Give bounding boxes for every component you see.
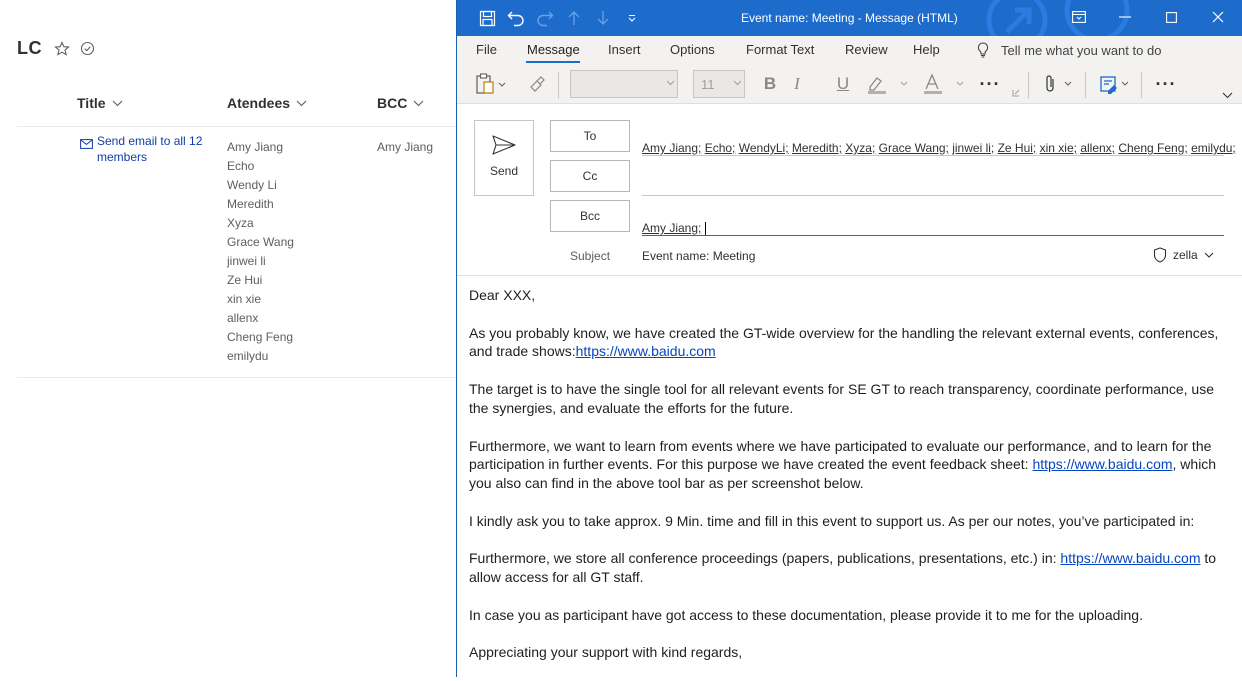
dialog-launcher-icon[interactable] xyxy=(1010,88,1022,98)
to-label: To xyxy=(583,129,597,143)
font-color-button[interactable] xyxy=(920,72,968,96)
attendee-item: jinwei li xyxy=(227,254,266,268)
paperclip-icon xyxy=(1041,74,1075,94)
highlight-button[interactable] xyxy=(864,72,912,96)
clipboard-icon xyxy=(475,73,505,95)
column-header-bcc[interactable] xyxy=(377,95,424,111)
attendee-item: emilydu xyxy=(227,349,269,363)
body-text: Furthermore, we store all conference proceedings (papers, publications, presentations, etc.) in: xyxy=(469,550,1061,567)
sharepoint-list xyxy=(0,0,456,677)
body-text: Furthermore, we want to learn from events where we have participated to evaluate our performance, and to learn for the participation in further events. For this purpose we have created the event feedback sheet: xyxy=(469,437,1212,473)
chevron-down-icon xyxy=(733,80,742,86)
attendee-item: xin xie xyxy=(227,292,262,306)
cc-button[interactable] xyxy=(550,160,630,192)
column-header-attendees-label: Atendees xyxy=(227,95,291,111)
tell-me-search[interactable] xyxy=(977,42,1161,58)
format-painter-icon xyxy=(528,75,546,93)
attendee-item: Amy Jiang xyxy=(227,140,284,154)
recipient-chip[interactable]: Grace Wang; xyxy=(878,141,949,155)
attach-file-button[interactable] xyxy=(1039,72,1077,96)
collapse-ribbon-icon[interactable] xyxy=(1219,88,1235,102)
tab-help[interactable]: Help xyxy=(913,42,940,57)
bold-label: B xyxy=(763,74,777,93)
sensitivity-label: zella xyxy=(1173,248,1198,262)
recipient-chip[interactable]: Amy Jiang; xyxy=(642,141,702,155)
arrow-down-icon[interactable] xyxy=(593,8,613,28)
title-bar xyxy=(457,0,1242,36)
tab-message[interactable]: Message xyxy=(527,42,580,57)
chevron-down-icon xyxy=(666,80,675,86)
send-label: Send xyxy=(489,164,519,178)
sensitivity-label-icon xyxy=(1097,73,1131,95)
recipient-chip[interactable]: Ze Hui; xyxy=(997,141,1037,155)
subject-label: Subject xyxy=(570,249,611,263)
recipient-chip[interactable]: jinwei li; xyxy=(952,141,995,155)
font-color-icon xyxy=(921,74,967,94)
bcc-label: Bcc xyxy=(579,209,600,223)
body-paragraph: I kindly ask you to take approx. 9 Min. time and fill in this event to support us. As per our notes, you’ve participated in: xyxy=(469,512,1195,529)
ribbon-toolbar xyxy=(457,64,1242,104)
ribbon-separator xyxy=(1141,72,1142,98)
recipient-chip[interactable]: Meredith; xyxy=(791,141,842,155)
recipient-chip[interactable]: Xyza; xyxy=(845,141,876,155)
body-paragraph: The target is to have the single tool for all relevant events for SE GT to reach transparency, coordinate performance, use the synergies, and evaluate the efforts for the future. xyxy=(469,381,1214,416)
underline-button[interactable] xyxy=(832,72,854,96)
more-commands-button[interactable] xyxy=(1151,72,1181,96)
send-button[interactable] xyxy=(474,120,534,196)
undo-icon[interactable] xyxy=(506,8,526,28)
chevron-down-icon xyxy=(112,100,123,107)
format-painter-button[interactable] xyxy=(525,72,549,96)
highlighter-icon xyxy=(865,74,911,94)
redo-icon[interactable] xyxy=(535,8,555,28)
italic-button[interactable] xyxy=(786,72,808,96)
tab-file[interactable]: File xyxy=(476,42,497,57)
list-row-title-cell xyxy=(80,133,210,165)
star-icon[interactable] xyxy=(54,41,70,57)
column-headers xyxy=(0,95,456,117)
to-button[interactable] xyxy=(550,120,630,152)
font-size-select[interactable] xyxy=(693,70,745,98)
recipient-chip[interactable]: Amy Jiang; xyxy=(642,221,702,235)
body-text: to allow access for all GT staff. xyxy=(469,550,1217,586)
recipient-chip[interactable]: Echo; xyxy=(704,141,736,155)
chevron-down-icon xyxy=(1204,252,1214,258)
tell-me-label: Tell me what you want to do xyxy=(1001,42,1162,58)
tab-options[interactable]: Options xyxy=(670,42,715,57)
cc-field[interactable] xyxy=(642,156,1224,196)
send-email-link[interactable]: Send email to all 12 members xyxy=(97,134,203,164)
subject-field[interactable]: Event name: Meeting xyxy=(642,249,756,263)
more-commands-label: ··· xyxy=(1155,73,1177,94)
arrow-up-icon[interactable] xyxy=(564,8,584,28)
column-header-attendees[interactable] xyxy=(227,95,307,111)
minimize-icon[interactable] xyxy=(1113,6,1137,28)
tab-format-text[interactable]: Format Text xyxy=(746,42,815,57)
font-name-select[interactable] xyxy=(570,70,678,98)
baidu-link[interactable]: https://www.baidu.com xyxy=(1032,456,1173,473)
cc-label: Cc xyxy=(582,169,598,183)
body-text: As you probably know, we have created the GT-wide overview for the handling the relevant external events, conferences, and trade shows: xyxy=(469,324,1219,360)
column-header-bcc-label: BCC xyxy=(377,95,408,111)
attendee-item: Xyza xyxy=(227,216,254,230)
recipient-chip[interactable]: Cheng Feng; xyxy=(1118,141,1188,155)
list-header xyxy=(17,38,95,59)
body-greeting: Dear XXX, xyxy=(469,287,536,303)
text-caret xyxy=(705,222,706,235)
baidu-link[interactable]: https://www.baidu.com xyxy=(575,343,716,360)
recipient-chip[interactable]: xin xie; xyxy=(1039,141,1077,155)
outlook-message-window xyxy=(456,0,1241,677)
recipient-chip[interactable]: emilydu; xyxy=(1191,141,1236,155)
more-format-label: ··· xyxy=(979,73,1001,94)
maximize-icon[interactable] xyxy=(1159,6,1183,28)
divider xyxy=(17,377,456,378)
to-recipients xyxy=(642,141,1236,155)
sensitivity-button[interactable] xyxy=(1095,72,1133,96)
ribbon-separator xyxy=(558,72,559,98)
ribbon-display-icon[interactable] xyxy=(1067,6,1091,28)
body-paragraph xyxy=(469,549,1224,586)
save-icon[interactable] xyxy=(477,8,497,28)
paste-button[interactable] xyxy=(471,72,509,96)
attendee-item: Meredith xyxy=(227,197,274,211)
ribbon-separator xyxy=(1085,72,1086,98)
font-size-value: 11 xyxy=(701,77,715,92)
baidu-link[interactable]: https://www.baidu.com xyxy=(1060,550,1201,567)
body-text: , which you also can find in the above tool bar as per screenshot below. xyxy=(469,456,1217,491)
recipient-chip[interactable]: allenx; xyxy=(1080,141,1115,155)
customize-toolbar-icon[interactable] xyxy=(622,8,642,28)
more-format-button[interactable] xyxy=(975,72,1005,96)
attendee-item: Echo xyxy=(227,159,255,173)
body-paragraph xyxy=(469,324,1224,361)
attendee-item: Wendy Li xyxy=(227,178,277,192)
column-header-title-label: Title xyxy=(77,95,106,111)
bcc-cell: Amy Jiang xyxy=(377,140,434,154)
close-icon[interactable] xyxy=(1206,6,1230,28)
attendee-item: Cheng Feng xyxy=(227,330,294,344)
active-tab-indicator xyxy=(526,61,580,63)
to-field[interactable] xyxy=(642,116,1236,156)
attendee-item: Ze Hui xyxy=(227,273,263,287)
divider xyxy=(17,126,456,127)
bcc-field[interactable] xyxy=(642,196,1224,236)
italic-label: I xyxy=(794,74,800,93)
follow-check-icon[interactable] xyxy=(80,41,95,56)
message-body[interactable] xyxy=(469,286,1224,681)
underline-label: U xyxy=(836,74,850,93)
sensitivity-selector[interactable] xyxy=(1153,247,1220,263)
chevron-down-icon xyxy=(413,100,424,107)
column-header-title[interactable] xyxy=(77,95,123,111)
body-closing: Appreciating your support with kind regards, xyxy=(469,644,743,661)
body-paragraph: In case you as participant have got access to these documentation, please provide it to me for the uploading. xyxy=(469,606,1143,623)
window-title: Event name: Meeting - Message (HTML) xyxy=(741,11,958,25)
send-icon xyxy=(492,135,516,155)
recipient-chip[interactable]: WendyLi; xyxy=(738,141,789,155)
attendees-cell xyxy=(227,138,367,366)
mail-icon xyxy=(80,139,93,149)
ribbon-separator xyxy=(1028,72,1029,98)
ribbon-tabs xyxy=(457,36,1242,64)
body-paragraph xyxy=(469,437,1224,493)
tab-insert[interactable]: Insert xyxy=(608,42,641,57)
attendee-item: allenx xyxy=(227,311,259,325)
tab-review[interactable]: Review xyxy=(845,42,888,57)
bcc-button[interactable] xyxy=(550,200,630,232)
list-title: LC xyxy=(17,38,42,58)
attendee-item: Grace Wang xyxy=(227,235,294,249)
bold-button[interactable] xyxy=(759,72,781,96)
chevron-down-icon xyxy=(296,100,307,107)
lightbulb-icon xyxy=(977,42,989,58)
shield-icon xyxy=(1153,247,1167,263)
compose-header xyxy=(457,104,1242,276)
bcc-recipients xyxy=(642,221,1222,235)
